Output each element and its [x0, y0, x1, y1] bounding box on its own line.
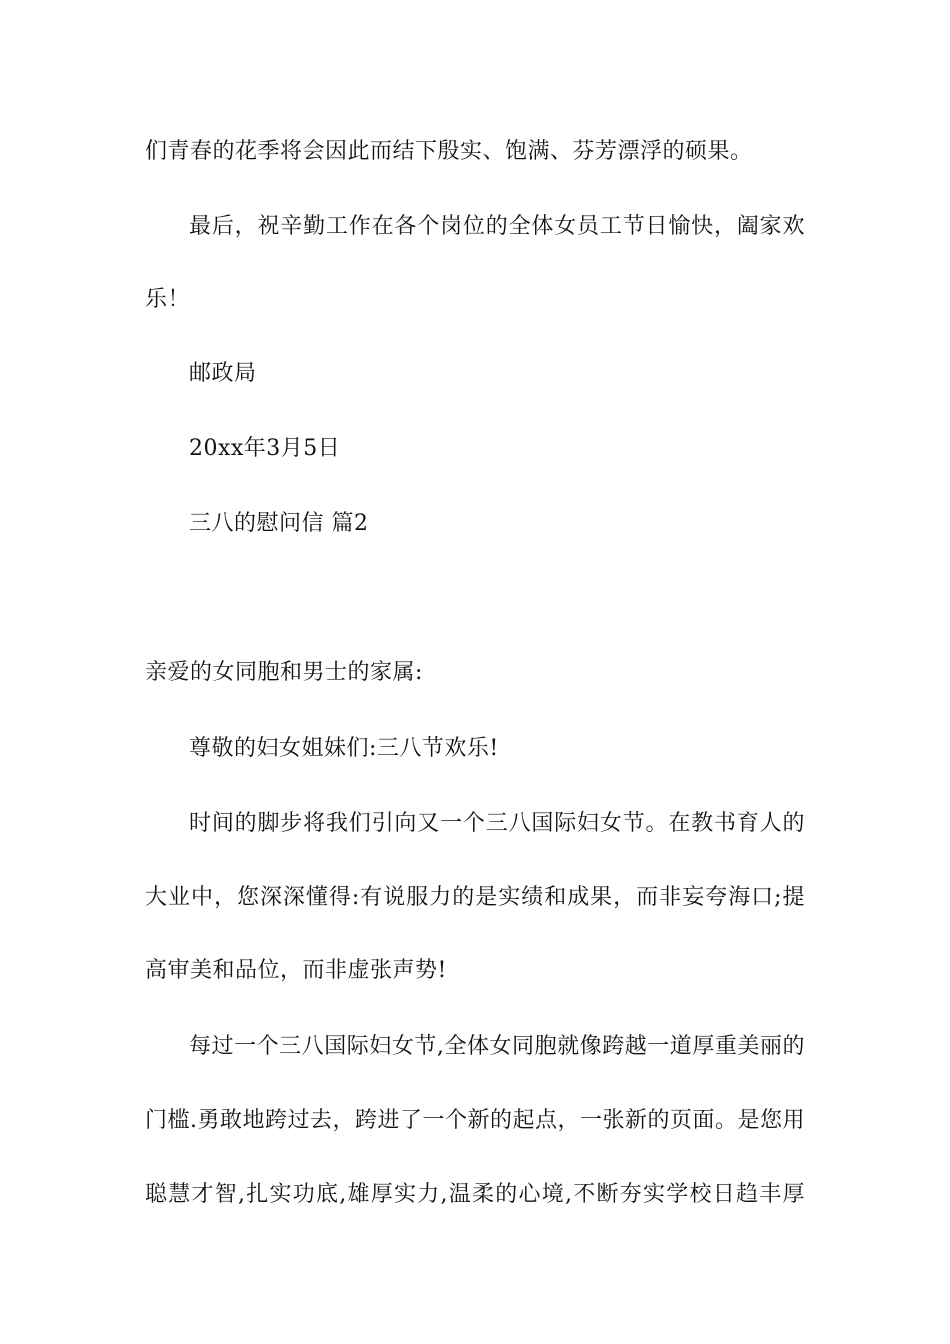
text-line: 每过一个三八国际妇女节,全体女同胞就像跨越一道厚重美丽的: [189, 1034, 805, 1059]
salutation: 亲爱的女同胞和男士的家属:: [145, 660, 423, 685]
section-heading: 三八的慰问信 篇2: [189, 511, 369, 536]
text-line: 乐！: [145, 287, 191, 312]
text-line: 最后，祝辛勤工作在各个岗位的全体女员工节日愉快，阖家欢: [189, 214, 805, 239]
text-line: 高审美和品位，而非虚张声势!: [145, 958, 447, 983]
text-line: 聪慧才智,扎实功底,雄厚实力,温柔的心境,不断夯实学校日趋丰厚: [145, 1182, 805, 1207]
signature-date: 20xx年3月5日: [189, 436, 341, 461]
signature-organization: 邮政局: [189, 361, 257, 386]
text-line: 大业中，您深深懂得:有说服力的是实绩和成果，而非妄夸海口;提: [145, 885, 805, 910]
text-line: 时间的脚步将我们引向又一个三八国际妇女节。在教书育人的: [189, 811, 805, 836]
text-line: 们青春的花季将会因此而结下殷实、饱满、芬芳漂浮的硕果。: [145, 139, 753, 164]
text-line: 门槛.勇敢地跨过去，跨进了一个新的起点，一张新的页面。是您用: [145, 1108, 805, 1133]
greeting-line: 尊敬的妇女姐妹们:三八节欢乐!: [189, 736, 499, 761]
